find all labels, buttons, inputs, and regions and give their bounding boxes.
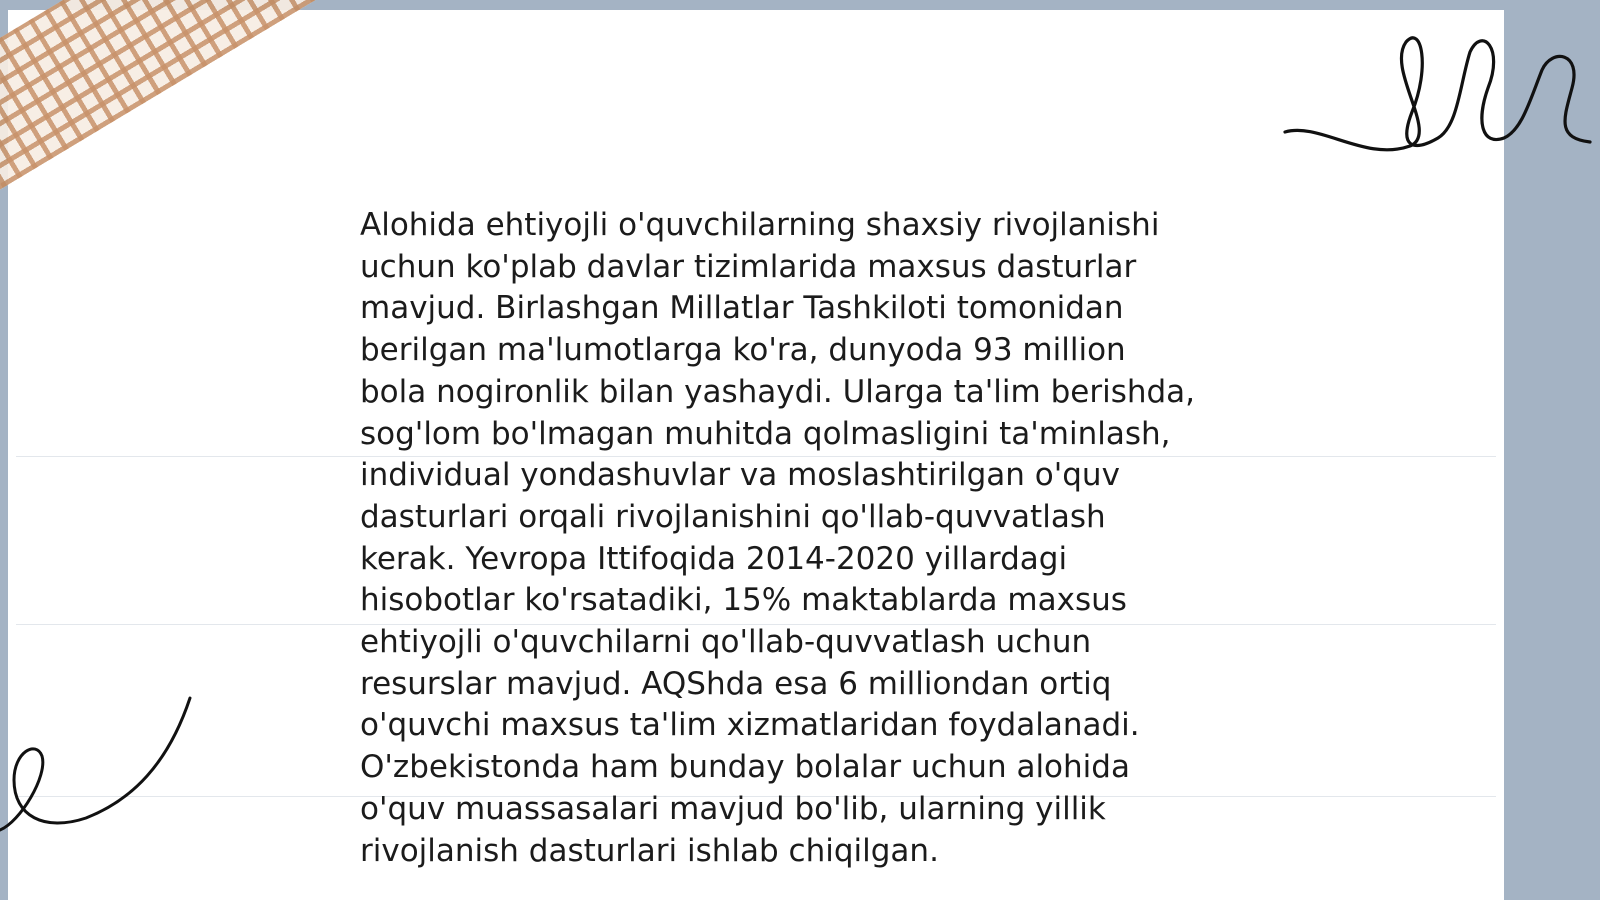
loop-swirl-icon bbox=[0, 698, 200, 858]
loop-squiggle-icon bbox=[1290, 30, 1600, 170]
body-paragraph: Alohida ehtiyojli o'quvchilarning shaxsiy rivojlanishi uchun ko'plab davlar tizimlarida maxsus dasturlar mavjud. Birlashgan Millatlar Tashkiloti tomonidan berilgan ma'lumotlarga ko'ra, dunyoda 93 million bola nogironlik bilan yashaydi. Ularga ta'lim berishda, sog'lom bo'lmagan muhitda qolmasligini ta'minlash, individual yondashuvlar va moslashtirilgan o'quv dasturlari orqali rivojlanishini qo'llab-quvvatlash kerak. Yevropa Ittifoqida 2014-2020 yillardagi hisobotlar ko'rsatadiki, 15% maktablarda maxsus ehtiyojli o'quvchilarni qo'llab-quvvatlash uchun resurslar mavjud. AQShda esa 6 milliondan ortiq o'quvchi maxsus ta'lim xizmatlaridan foydalanadi. O'zbekistonda ham bunday bolalar uchun alohida o'quv muassasalari mavjud bo'lib, ularning yillik rivojlanish dasturlari ishlab chiqilgan. bbox=[360, 207, 1196, 869]
